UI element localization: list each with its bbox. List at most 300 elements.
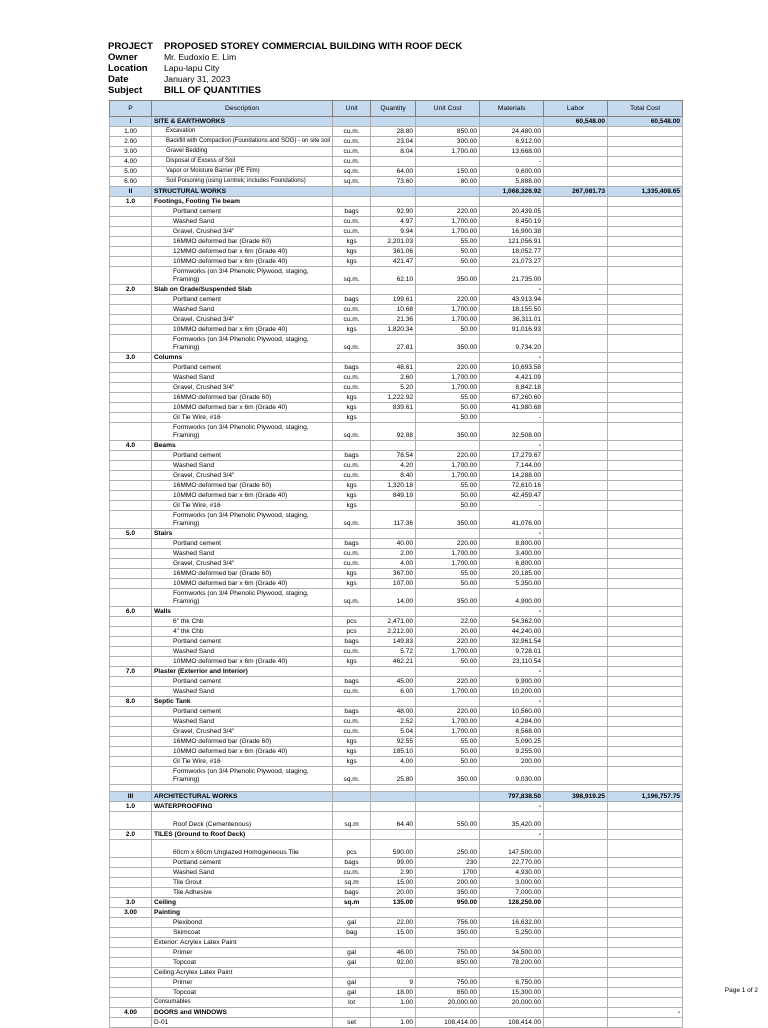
cell-unit: gal bbox=[333, 988, 371, 998]
cell-materials: 4,284.00 bbox=[480, 717, 544, 727]
cell-no bbox=[110, 569, 152, 579]
cell-unit-cost: 230 bbox=[416, 858, 480, 868]
cell-labor bbox=[544, 637, 608, 647]
cell-quantity: 2.90 bbox=[371, 868, 416, 878]
cell-quantity: 48.61 bbox=[371, 363, 416, 373]
cell-unit-cost: 1,700.00 bbox=[416, 305, 480, 315]
cell-unit-cost: 55.00 bbox=[416, 569, 480, 579]
cell-description: Primer bbox=[152, 978, 333, 988]
table-row bbox=[110, 812, 683, 830]
table-row bbox=[110, 315, 683, 325]
cell-no: 2.0 bbox=[110, 830, 152, 840]
cell-no bbox=[110, 217, 152, 227]
cell-materials: - bbox=[480, 607, 544, 617]
column-header: P bbox=[110, 101, 152, 117]
cell-total-cost bbox=[608, 687, 683, 697]
cell-labor bbox=[544, 501, 608, 511]
cell-materials: 10,693.58 bbox=[480, 363, 544, 373]
cell-unit: bags bbox=[333, 707, 371, 717]
cell-materials: 22,770.00 bbox=[480, 858, 544, 868]
cell-materials: - bbox=[480, 802, 544, 812]
cell-total-cost: 1,335,408.65 bbox=[608, 187, 683, 197]
group-row bbox=[110, 830, 683, 840]
cell-labor bbox=[544, 167, 608, 177]
cell-no bbox=[110, 717, 152, 727]
table-row bbox=[110, 757, 683, 767]
cell-no bbox=[110, 737, 152, 747]
cell-no: 1.0 bbox=[110, 197, 152, 207]
cell-no bbox=[110, 247, 152, 257]
cell-total-cost bbox=[608, 295, 683, 305]
cell-no: 6.00 bbox=[110, 177, 152, 187]
cell-total-cost bbox=[608, 147, 683, 157]
table-row bbox=[110, 627, 683, 637]
cell-materials: 15,300.00 bbox=[480, 988, 544, 998]
cell-description: Washed Sand bbox=[152, 717, 333, 727]
cell-total-cost bbox=[608, 441, 683, 451]
table-row bbox=[110, 257, 683, 267]
cell-unit-cost bbox=[416, 157, 480, 167]
cell-materials: - bbox=[480, 353, 544, 363]
cell-unit-cost bbox=[416, 802, 480, 812]
cell-unit-cost bbox=[416, 667, 480, 677]
cell-labor bbox=[544, 898, 608, 908]
table-row bbox=[110, 579, 683, 589]
cell-description: Consumables bbox=[152, 998, 333, 1008]
cell-labor bbox=[544, 727, 608, 737]
cell-unit bbox=[333, 1008, 371, 1018]
cell-materials: 9,030.00 bbox=[480, 767, 544, 785]
cell-quantity bbox=[371, 830, 416, 840]
cell-unit-cost: 350.00 bbox=[416, 928, 480, 938]
cell-materials: 91,016.93 bbox=[480, 325, 544, 335]
cell-no bbox=[110, 267, 152, 285]
cell-materials: 21,073.27 bbox=[480, 257, 544, 267]
cell-quantity bbox=[371, 938, 416, 948]
cell-unit-cost: 108,414.00 bbox=[416, 1018, 480, 1028]
cell-description: 10MMO deformed bar x 6m (Grade 40) bbox=[152, 579, 333, 589]
cell-description: 16MMO deformed bar (Grade 60) bbox=[152, 481, 333, 491]
cell-quantity: 839.61 bbox=[371, 403, 416, 413]
cell-unit-cost bbox=[416, 353, 480, 363]
cell-total-cost bbox=[608, 481, 683, 491]
table-row bbox=[110, 589, 683, 607]
cell-unit-cost bbox=[416, 607, 480, 617]
table-row bbox=[110, 858, 683, 868]
cell-materials: - bbox=[480, 285, 544, 295]
cell-materials: 5,350.00 bbox=[480, 579, 544, 589]
cell-quantity bbox=[371, 353, 416, 363]
cell-labor bbox=[544, 697, 608, 707]
cell-materials: 5,888.00 bbox=[480, 177, 544, 187]
cell-labor bbox=[544, 529, 608, 539]
cell-labor bbox=[544, 335, 608, 353]
cell-total-cost bbox=[608, 802, 683, 812]
cell-description: Exterior: Acrylex Latex Paint bbox=[152, 938, 333, 948]
cell-quantity: 64.40 bbox=[371, 812, 416, 830]
cell-unit-cost: 350.00 bbox=[416, 335, 480, 353]
cell-total-cost bbox=[608, 978, 683, 988]
cell-no: 5.00 bbox=[110, 167, 152, 177]
cell-total-cost bbox=[608, 785, 683, 792]
cell-total-cost bbox=[608, 471, 683, 481]
cell-materials: 44,240.00 bbox=[480, 627, 544, 637]
table-row bbox=[110, 167, 683, 177]
cell-unit-cost: 50.00 bbox=[416, 757, 480, 767]
cell-no bbox=[110, 868, 152, 878]
cell-no: 2.00 bbox=[110, 137, 152, 147]
cell-quantity bbox=[371, 187, 416, 197]
table-row bbox=[110, 657, 683, 667]
cell-description: SITE & EARTHWORKS bbox=[152, 117, 333, 127]
cell-no: 1.00 bbox=[110, 127, 152, 137]
cell-total-cost bbox=[608, 461, 683, 471]
cell-unit-cost: 300.00 bbox=[416, 137, 480, 147]
cell-materials: 5,250.00 bbox=[480, 928, 544, 938]
cell-unit-cost bbox=[416, 529, 480, 539]
cell-total-cost bbox=[608, 267, 683, 285]
table-row bbox=[110, 888, 683, 898]
cell-no bbox=[110, 687, 152, 697]
cell-no bbox=[110, 637, 152, 647]
cell-description: Gravel, Crushed 3/4" bbox=[152, 315, 333, 325]
cell-materials: 1,068,326.92 bbox=[480, 187, 544, 197]
cell-unit-cost: 350.00 bbox=[416, 589, 480, 607]
cell-description: Washed Sand bbox=[152, 217, 333, 227]
cell-quantity: 367.00 bbox=[371, 569, 416, 579]
cell-no: 8.0 bbox=[110, 697, 152, 707]
column-header: Quantity bbox=[371, 101, 416, 117]
table-row bbox=[110, 451, 683, 461]
table-row bbox=[110, 938, 683, 948]
cell-unit-cost: 1,700.00 bbox=[416, 687, 480, 697]
cell-total-cost bbox=[608, 325, 683, 335]
cell-materials: 78,200.00 bbox=[480, 958, 544, 968]
cell-labor bbox=[544, 177, 608, 187]
table-row bbox=[110, 569, 683, 579]
cell-quantity: 23.04 bbox=[371, 137, 416, 147]
cell-total-cost bbox=[608, 727, 683, 737]
table-row bbox=[110, 511, 683, 529]
cell-unit bbox=[333, 785, 371, 792]
cell-total-cost bbox=[608, 305, 683, 315]
cell-description: Formworks (on 3/4 Phenolic Plywood, staging, Framing) bbox=[152, 511, 333, 529]
cell-total-cost bbox=[608, 137, 683, 147]
cell-total-cost bbox=[608, 549, 683, 559]
cell-unit bbox=[333, 830, 371, 840]
cell-unit: sq.m bbox=[333, 812, 371, 830]
cell-description: Vapor or Moisture Barrier (PE Film) bbox=[152, 167, 333, 177]
cell-unit: cu.m. bbox=[333, 687, 371, 697]
table-row bbox=[110, 363, 683, 373]
cell-materials: 8,842.18 bbox=[480, 383, 544, 393]
table-row bbox=[110, 647, 683, 657]
cell-unit: gal bbox=[333, 958, 371, 968]
cell-unit: cu.m. bbox=[333, 315, 371, 325]
cell-unit-cost: 1,700.00 bbox=[416, 559, 480, 569]
cell-unit: cu.m. bbox=[333, 147, 371, 157]
cell-description: Topcoat bbox=[152, 988, 333, 998]
cell-total-cost bbox=[608, 335, 683, 353]
cell-materials: 4,421.09 bbox=[480, 373, 544, 383]
cell-unit: cu.m. bbox=[333, 383, 371, 393]
cell-materials: 35,420.00 bbox=[480, 812, 544, 830]
cell-quantity: 45.00 bbox=[371, 677, 416, 687]
cell-unit-cost: 50.00 bbox=[416, 579, 480, 589]
cell-description: 60cm x 60cm Unglazed Homogeneous Tile bbox=[152, 840, 333, 858]
cell-labor bbox=[544, 461, 608, 471]
header-key: Date bbox=[108, 74, 129, 85]
cell-quantity: 117.36 bbox=[371, 511, 416, 529]
cell-total-cost bbox=[608, 928, 683, 938]
cell-materials: 8,568.00 bbox=[480, 727, 544, 737]
cell-no bbox=[110, 579, 152, 589]
table-row bbox=[110, 727, 683, 737]
cell-materials: 6,912.00 bbox=[480, 137, 544, 147]
cell-unit: set bbox=[333, 1018, 371, 1028]
column-header: Materials bbox=[480, 101, 544, 117]
cell-quantity: 18.00 bbox=[371, 988, 416, 998]
column-header: Total Cost bbox=[608, 101, 683, 117]
cell-unit bbox=[333, 117, 371, 127]
cell-total-cost bbox=[608, 607, 683, 617]
cell-quantity: 2,212.00 bbox=[371, 627, 416, 637]
cell-labor bbox=[544, 918, 608, 928]
cell-quantity bbox=[371, 157, 416, 167]
cell-quantity: 64.00 bbox=[371, 167, 416, 177]
cell-total-cost bbox=[608, 197, 683, 207]
cell-description: Washed Sand bbox=[152, 373, 333, 383]
cell-quantity: 107.00 bbox=[371, 579, 416, 589]
cell-description: Disposal of Excess of Soil bbox=[152, 157, 333, 167]
cell-description: 12MMO deformed bar x 6m (Grade 40) bbox=[152, 247, 333, 257]
cell-labor bbox=[544, 627, 608, 637]
cell-unit-cost bbox=[416, 697, 480, 707]
table-body bbox=[110, 117, 683, 1028]
cell-quantity: 15.00 bbox=[371, 878, 416, 888]
page-number: Page 1 of 2 bbox=[724, 987, 758, 994]
cell-unit-cost: 1,700.00 bbox=[416, 727, 480, 737]
cell-unit: gal bbox=[333, 948, 371, 958]
cell-no bbox=[110, 335, 152, 353]
cell-quantity: 1.00 bbox=[371, 1018, 416, 1028]
cell-quantity bbox=[371, 667, 416, 677]
cell-no: 5.0 bbox=[110, 529, 152, 539]
table-header-row bbox=[110, 101, 683, 117]
cell-materials: 20,185.00 bbox=[480, 569, 544, 579]
cell-no bbox=[110, 747, 152, 757]
cell-labor bbox=[544, 451, 608, 461]
table-row bbox=[110, 157, 683, 167]
cell-unit-cost: 850.00 bbox=[416, 958, 480, 968]
cell-unit-cost bbox=[416, 441, 480, 451]
cell-no: 2.0 bbox=[110, 285, 152, 295]
cell-labor: 267,081.73 bbox=[544, 187, 608, 197]
cell-quantity: 1,820.34 bbox=[371, 325, 416, 335]
cell-description bbox=[152, 785, 333, 792]
cell-labor bbox=[544, 315, 608, 325]
cell-unit-cost: 55.00 bbox=[416, 393, 480, 403]
table-row bbox=[110, 918, 683, 928]
group-row bbox=[110, 898, 683, 908]
cell-unit: bag bbox=[333, 928, 371, 938]
cell-unit-cost: 55.00 bbox=[416, 737, 480, 747]
cell-no bbox=[110, 559, 152, 569]
cell-labor bbox=[544, 717, 608, 727]
cell-materials bbox=[480, 908, 544, 918]
cell-no bbox=[110, 491, 152, 501]
group-row bbox=[110, 441, 683, 451]
cell-no bbox=[110, 403, 152, 413]
cell-materials: 6,750.00 bbox=[480, 978, 544, 988]
cell-total-cost bbox=[608, 878, 683, 888]
cell-total-cost bbox=[608, 647, 683, 657]
cell-description: Portland cement bbox=[152, 707, 333, 717]
cell-unit-cost: 1,700.00 bbox=[416, 147, 480, 157]
table-row bbox=[110, 227, 683, 237]
cell-total-cost bbox=[608, 968, 683, 978]
cell-materials: 147,500.00 bbox=[480, 840, 544, 858]
table-row bbox=[110, 423, 683, 441]
group-row bbox=[110, 1008, 683, 1018]
cell-unit: cu.m. bbox=[333, 305, 371, 315]
cell-no bbox=[110, 589, 152, 607]
cell-materials: 14,288.00 bbox=[480, 471, 544, 481]
cell-unit: bags bbox=[333, 451, 371, 461]
cell-quantity: 48.00 bbox=[371, 707, 416, 717]
cell-quantity: 10.68 bbox=[371, 305, 416, 315]
cell-materials: 41,980.68 bbox=[480, 403, 544, 413]
cell-quantity bbox=[371, 792, 416, 802]
table-row bbox=[110, 137, 683, 147]
cell-description: Roof Deck (Cementenous) bbox=[152, 812, 333, 830]
cell-materials: 32,508.00 bbox=[480, 423, 544, 441]
table-row bbox=[110, 207, 683, 217]
cell-materials: 108,414.00 bbox=[480, 1018, 544, 1028]
cell-unit-cost: 1,700.00 bbox=[416, 549, 480, 559]
cell-total-cost bbox=[608, 285, 683, 295]
cell-quantity: 4.00 bbox=[371, 559, 416, 569]
cell-materials: - bbox=[480, 667, 544, 677]
cell-unit: kgs bbox=[333, 393, 371, 403]
cell-unit bbox=[333, 197, 371, 207]
cell-labor bbox=[544, 127, 608, 137]
cell-unit-cost: 850.00 bbox=[416, 127, 480, 137]
cell-quantity bbox=[371, 285, 416, 295]
header-key: PROJECT bbox=[108, 41, 153, 52]
cell-unit: gal bbox=[333, 918, 371, 928]
cell-description: TILES (Ground to Roof Deck) bbox=[152, 830, 333, 840]
cell-description: Gravel, Crushed 3/4" bbox=[152, 383, 333, 393]
cell-no bbox=[110, 617, 152, 627]
cell-unit-cost: 1,700.00 bbox=[416, 315, 480, 325]
cell-unit bbox=[333, 968, 371, 978]
table-row bbox=[110, 1018, 683, 1028]
cell-materials: 20,000.00 bbox=[480, 998, 544, 1008]
cell-unit: cu.m. bbox=[333, 137, 371, 147]
cell-quantity: 92.00 bbox=[371, 958, 416, 968]
cell-labor bbox=[544, 858, 608, 868]
group-row bbox=[110, 908, 683, 918]
cell-unit-cost: 50.00 bbox=[416, 257, 480, 267]
cell-description: Ceiling bbox=[152, 898, 333, 908]
cell-description: Painting bbox=[152, 908, 333, 918]
cell-labor bbox=[544, 677, 608, 687]
cell-no bbox=[110, 481, 152, 491]
column-header: Unit Cost bbox=[416, 101, 480, 117]
cell-unit: pcs bbox=[333, 840, 371, 858]
cell-description: 10MMO deformed bar x 6m (Grade 40) bbox=[152, 491, 333, 501]
cell-quantity bbox=[371, 413, 416, 423]
cell-labor bbox=[544, 295, 608, 305]
cell-unit: cu.m. bbox=[333, 461, 371, 471]
cell-unit-cost: 950.00 bbox=[416, 898, 480, 908]
header-value: Lapu-lapu City bbox=[164, 63, 220, 73]
cell-unit: cu.m. bbox=[333, 157, 371, 167]
cell-unit-cost: 250.00 bbox=[416, 840, 480, 858]
cell-labor bbox=[544, 267, 608, 285]
cell-quantity: 92.90 bbox=[371, 207, 416, 217]
cell-labor bbox=[544, 948, 608, 958]
cell-unit-cost bbox=[416, 1008, 480, 1018]
cell-unit-cost: 50.00 bbox=[416, 491, 480, 501]
cell-no bbox=[110, 958, 152, 968]
cell-quantity bbox=[371, 908, 416, 918]
cell-unit: kgs bbox=[333, 237, 371, 247]
cell-no bbox=[110, 501, 152, 511]
cell-materials: 5,090.25 bbox=[480, 737, 544, 747]
cell-labor bbox=[544, 868, 608, 878]
cell-description: 10MMO deformed bar x 6m (Grade 40) bbox=[152, 257, 333, 267]
cell-description: Walls bbox=[152, 607, 333, 617]
cell-unit-cost: 50.00 bbox=[416, 747, 480, 757]
cell-unit: kgs bbox=[333, 657, 371, 667]
cell-materials: 13,668.00 bbox=[480, 147, 544, 157]
cell-labor bbox=[544, 607, 608, 617]
table-row bbox=[110, 177, 683, 187]
table-row bbox=[110, 637, 683, 647]
cell-quantity: 9 bbox=[371, 978, 416, 988]
cell-quantity: 1,320.18 bbox=[371, 481, 416, 491]
table-row bbox=[110, 471, 683, 481]
cell-unit: cu.m. bbox=[333, 717, 371, 727]
cell-unit-cost: 350.00 bbox=[416, 267, 480, 285]
cell-quantity bbox=[371, 802, 416, 812]
cell-no bbox=[110, 812, 152, 830]
cell-no: 1.0 bbox=[110, 802, 152, 812]
cell-materials: 21,735.00 bbox=[480, 267, 544, 285]
cell-quantity: 2.60 bbox=[371, 373, 416, 383]
cell-description: Washed Sand bbox=[152, 305, 333, 315]
cell-description: 16MMO deformed bar (Grade 60) bbox=[152, 569, 333, 579]
cell-unit: kgs bbox=[333, 737, 371, 747]
cell-labor bbox=[544, 878, 608, 888]
cell-no: III bbox=[110, 792, 152, 802]
cell-total-cost bbox=[608, 383, 683, 393]
cell-materials bbox=[480, 197, 544, 207]
cell-materials: 7,000.00 bbox=[480, 888, 544, 898]
cell-labor bbox=[544, 617, 608, 627]
header-value: PROPOSED STOREY COMMERCIAL BUILDING WITH ROOF DECK bbox=[164, 41, 463, 52]
cell-description: Plexibond bbox=[152, 918, 333, 928]
cell-materials: 4,930.00 bbox=[480, 868, 544, 878]
cell-unit-cost: 220.00 bbox=[416, 451, 480, 461]
cell-total-cost bbox=[608, 918, 683, 928]
cell-materials: 34,500.00 bbox=[480, 948, 544, 958]
header-key: Owner bbox=[108, 52, 138, 63]
cell-no bbox=[110, 657, 152, 667]
cell-total-cost bbox=[608, 569, 683, 579]
